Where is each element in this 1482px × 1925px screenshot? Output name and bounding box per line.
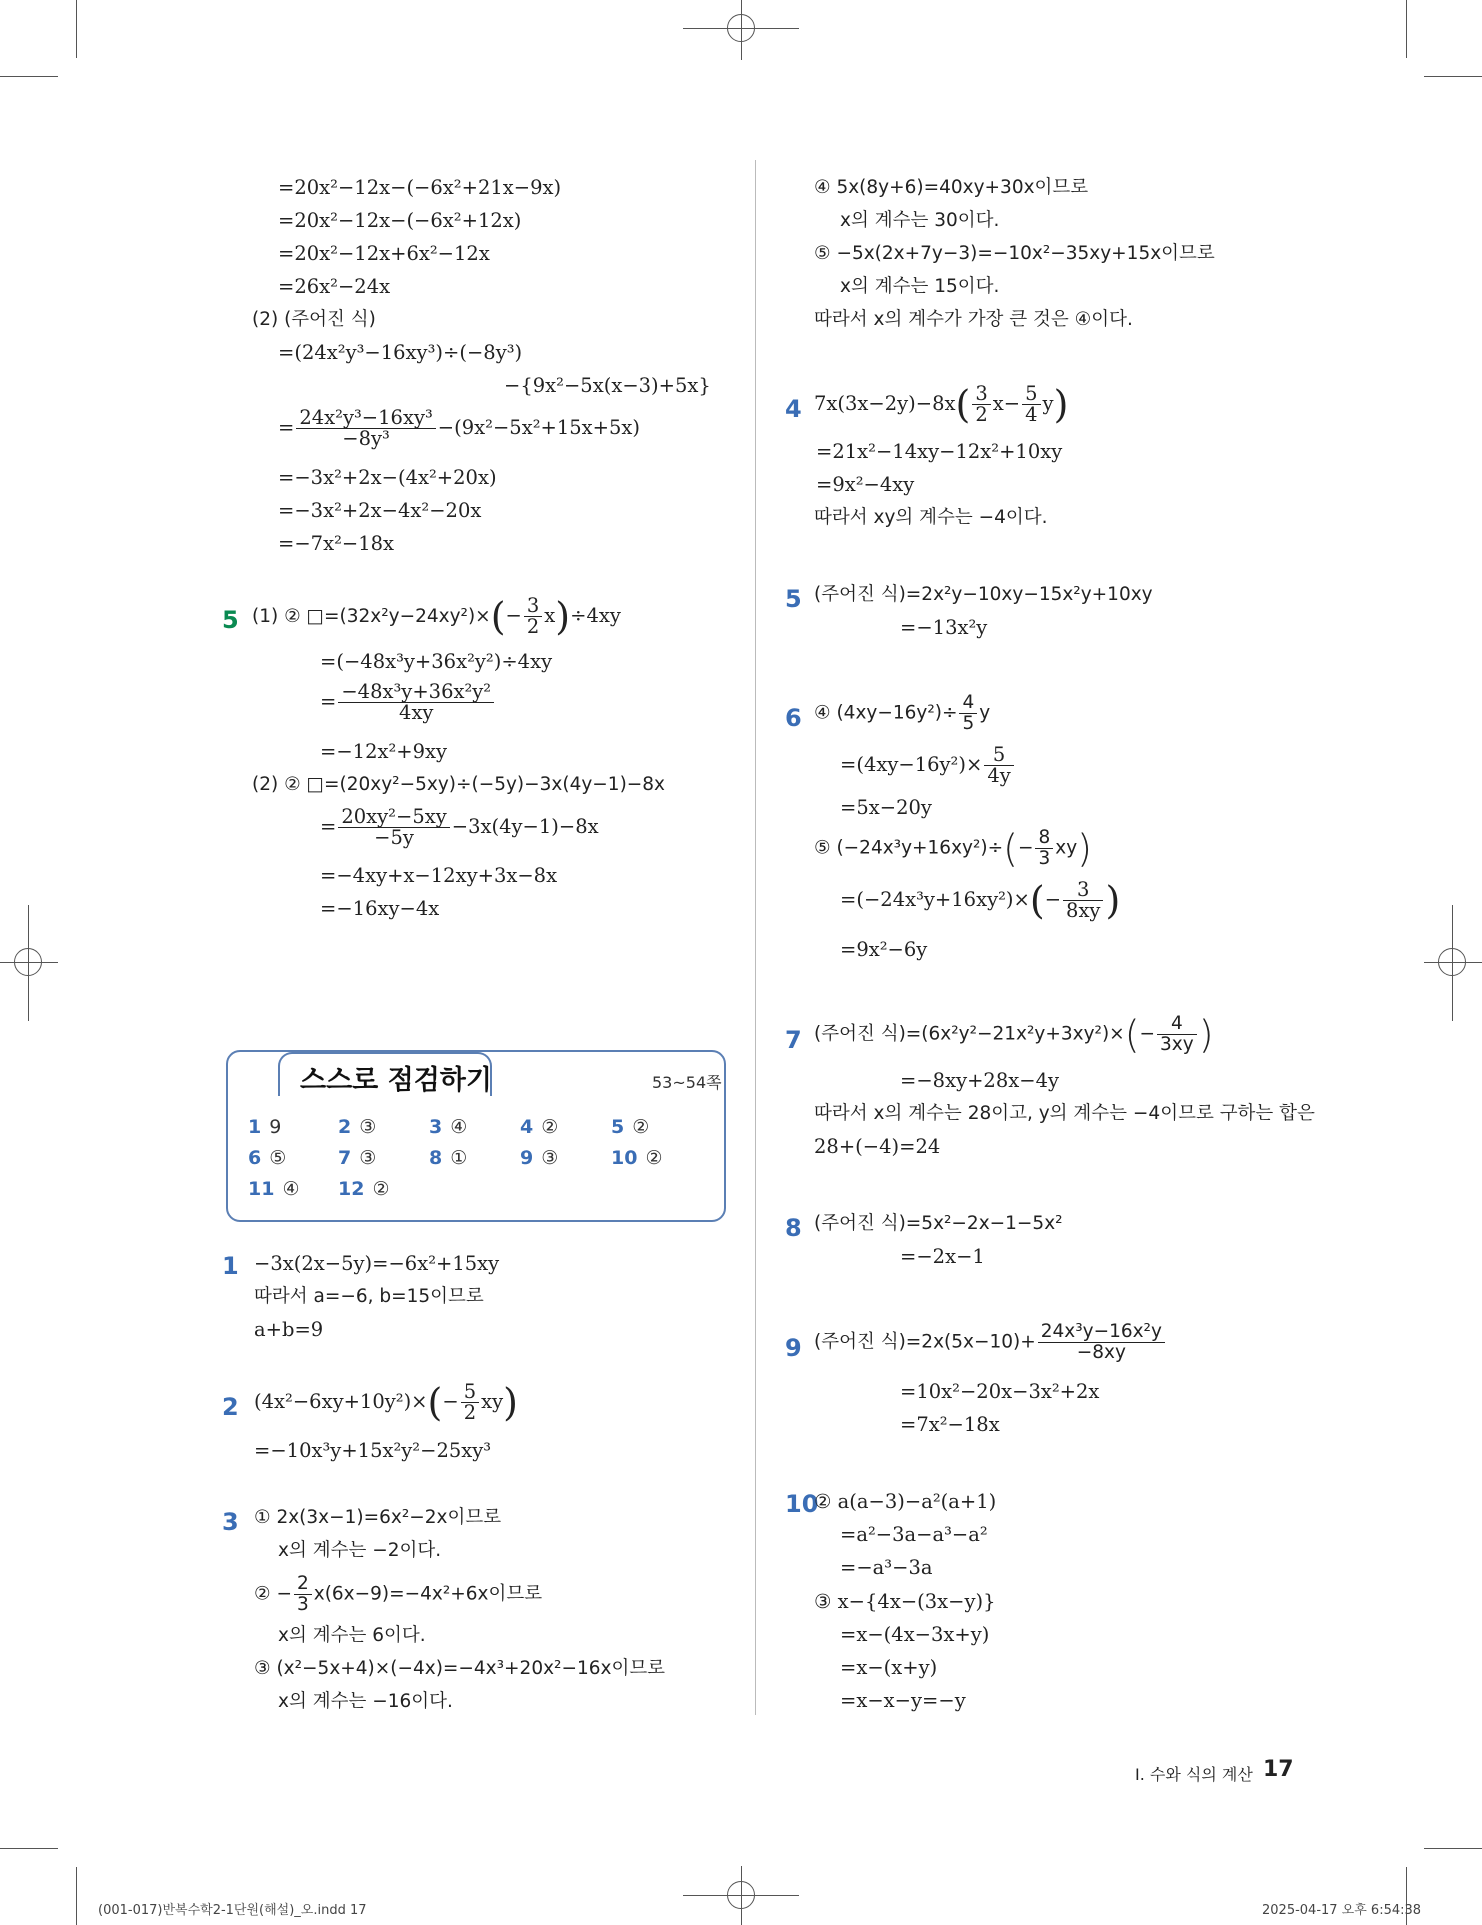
crop-mark xyxy=(0,1848,58,1849)
math-line: =−a³−3a xyxy=(840,1556,933,1579)
math-line: =7x²−18x xyxy=(900,1413,1000,1436)
math-line: x의 계수는 6이다. xyxy=(278,1625,426,1646)
answer-item: 3 ④ xyxy=(429,1116,468,1138)
math-line: =−16xy−4x xyxy=(320,897,440,920)
fraction: $\frac{3}{2}$ xyxy=(972,384,990,425)
crop-mark xyxy=(76,0,77,58)
math-line: (1) ② □=(32x²y−24xy²)×(− $\frac{3}{2}$ x)÷4xy xyxy=(252,594,621,639)
math-line: =(24x²y³−16xy³)÷(−8y³) xyxy=(278,341,523,364)
part-label: (2) (주어진 식) xyxy=(252,309,376,330)
math-line: x의 계수는 30이다. xyxy=(840,210,1000,231)
math-line: = $\frac{\text{20xy²−5xy}}{-5y}$ −3x(4y−1)−8x xyxy=(320,805,599,849)
answer-item: 11 ④ xyxy=(248,1178,300,1200)
math-line: 따라서 x의 계수는 28이고, y의 계수는 −4이므로 구하는 합은 xyxy=(814,1103,1315,1124)
math-line: =x−(4x−3x+y) xyxy=(840,1623,990,1646)
math-line: a+b=9 xyxy=(254,1318,324,1341)
math-line: =5x−20y xyxy=(840,796,932,819)
math-line: ④ 5x(8y+6)=40xy+30x이므로 xyxy=(814,177,1089,198)
math-line: (4x²−6xy+10y²)×(− $\frac{5}{2}$ xy) xyxy=(254,1380,518,1425)
problem-number: 4 xyxy=(785,395,802,423)
section-label: I. 수와 식의 계산 xyxy=(1135,1765,1253,1784)
answer-item: 1 9 xyxy=(248,1116,282,1138)
math-line: (주어진 식)=2x²y−10xy−15x²y+10xy xyxy=(814,584,1153,605)
problem-number: 5 xyxy=(785,585,802,613)
fraction: $\frac{\text{24x³y−16x²y}}{-8xy}$ xyxy=(1038,1322,1165,1363)
print-date: 2025-04-17 오후 6:54:38 xyxy=(1262,1903,1422,1918)
math-line: =9x²−4xy xyxy=(816,473,915,496)
answer-item: 6 ⑤ xyxy=(248,1147,287,1169)
fraction: $\frac{4}{5}$ xyxy=(959,693,977,734)
fraction: $\frac{\text{24x²y³−16xy³}}{\text{−8y³}}$ xyxy=(296,408,435,449)
math-line: x의 계수는 −2이다. xyxy=(278,1540,442,1561)
math-line: =−13x²y xyxy=(900,616,988,639)
problem-number: 3 xyxy=(222,1508,239,1536)
math-line: =9x²−6y xyxy=(840,938,928,961)
math-line: (주어진 식)=(6x²y²−21x²y+3xy²)×(− $\frac{4}{3xy}$ ) xyxy=(814,1012,1214,1057)
fraction: $\frac{4}{3xy}$ xyxy=(1157,1014,1197,1055)
problem-number: 7 xyxy=(785,1026,802,1054)
math-line: =−10x³y+15x²y²−25xy³ xyxy=(254,1439,492,1462)
fraction: $\frac{5}{4y}$ xyxy=(984,745,1013,786)
math-line: 28+(−4)=24 xyxy=(814,1135,941,1158)
math-line: ⑤ −5x(2x+7y−3)=−10x²−35xy+15x이므로 xyxy=(814,243,1215,264)
fraction: $\frac{8}{3}$ xyxy=(1035,828,1053,869)
answer-item: 2 ③ xyxy=(338,1116,377,1138)
registration-mark xyxy=(1438,948,1466,976)
file-slug: (001-017)반복수학2-1단원(해설)_오.indd 17 xyxy=(98,1903,367,1918)
math-line: (주어진 식)=5x²−2x−1−5x² xyxy=(814,1213,1063,1234)
page-number: 17 xyxy=(1263,1757,1294,1782)
registration-mark xyxy=(727,1881,755,1909)
math-line: ① 2x(3x−1)=6x²−2x이므로 xyxy=(254,1507,502,1528)
math-line: =x−(x+y) xyxy=(840,1656,938,1679)
answer-item: 7 ③ xyxy=(338,1147,377,1169)
registration-mark xyxy=(727,14,755,42)
math-line: ⑤ (−24x³y+16xy²)÷(− $\frac{8}{3}$ xy) xyxy=(814,826,1092,871)
crop-mark xyxy=(0,76,58,77)
self-check-title: 스스로 점검하기 xyxy=(300,1065,492,1096)
math-line: =26x²−24x xyxy=(278,275,391,298)
math-line: =−3x²+2x−4x²−20x xyxy=(278,499,482,522)
math-line: ③ x−{4x−(3x−y)} xyxy=(814,1590,996,1613)
math-line: =21x²−14xy−12x²+10xy xyxy=(816,440,1063,463)
math-line: =20x²−12x−(−6x²+12x) xyxy=(278,209,522,232)
math-line: 따라서 xy의 계수는 −4이다. xyxy=(814,507,1048,528)
math-line: (2) ② □=(20xy²−5xy)÷(−5y)−3x(4y−1)−8x xyxy=(252,774,666,795)
problem-number: 6 xyxy=(785,704,802,732)
problem-number: 8 xyxy=(785,1214,802,1242)
math-line: =x−x−y=−y xyxy=(840,1689,966,1712)
math-line: =(−24x³y+16xy²)×(− $\frac{3}{8xy}$ ) xyxy=(840,878,1121,923)
math-line: =−12x²+9xy xyxy=(320,740,448,763)
answer-item: 12 ② xyxy=(338,1178,390,1200)
math-line: =−8xy+28x−4y xyxy=(900,1069,1060,1092)
math-line: =−2x−1 xyxy=(900,1245,985,1268)
math-line: −3x(2x−5y)=−6x²+15xy xyxy=(254,1252,500,1275)
math-line: ④ (4xy−16y²)÷ $\frac{4}{5}$ y xyxy=(814,692,991,734)
fraction: $\frac{3}{8xy}$ xyxy=(1063,880,1103,921)
answer-item: 4 ② xyxy=(520,1116,559,1138)
math-line: ③ (x²−5x+4)×(−4x)=−4x³+20x²−16x이므로 xyxy=(254,1658,666,1679)
problem-number: 2 xyxy=(222,1393,239,1421)
math-line: = $\frac{\text{24x²y³−16xy³}}{\text{−8y³}}$ −(9x²−5x²+15x+5x) xyxy=(278,406,641,450)
answer-item: 5 ② xyxy=(611,1116,650,1138)
math-line: =20x²−12x+6x²−12x xyxy=(278,242,490,265)
math-line: 따라서 a=−6, b=15이므로 xyxy=(254,1286,484,1307)
fraction: $\frac{\text{−48x³y+36x²y²}}{4xy}$ xyxy=(338,682,494,723)
problem-number: 1 xyxy=(222,1252,239,1280)
math-line: =(−48x³y+36x²y²)÷4xy xyxy=(320,650,553,673)
math-line: x의 계수는 −16이다. xyxy=(278,1691,453,1712)
crop-mark xyxy=(1424,76,1482,77)
crop-mark xyxy=(76,1867,77,1925)
math-line: ② − $\frac{2}{3}$ x(6x−9)=−4x²+6x이므로 xyxy=(254,1573,543,1615)
problem-number: 9 xyxy=(785,1334,802,1362)
math-line: 따라서 x의 계수가 가장 큰 것은 ④이다. xyxy=(814,309,1133,330)
column-divider xyxy=(755,160,756,1715)
crop-mark xyxy=(1406,0,1407,58)
math-line: =(4xy−16y²)× $\frac{5}{4y}$ xyxy=(840,745,1016,786)
math-line: x의 계수는 15이다. xyxy=(840,276,1000,297)
crop-mark xyxy=(1424,1848,1482,1849)
math-line: =20x²−12x−(−6x²+21x−9x) xyxy=(278,176,562,199)
equals: = xyxy=(278,416,295,439)
math-line: (주어진 식)=2x(5x−10)+ $\frac{\text{24x³y−16x²y}}{-8xy}$ xyxy=(814,1322,1167,1363)
math-line: =a²−3a−a³−a² xyxy=(840,1523,988,1546)
math-line: 7x(3x−2y)−8x( $\frac{3}{2}$ x− $\frac{5}{4}$ y) xyxy=(814,382,1069,427)
math-line: = $\frac{\text{−48x³y+36x²y²}}{4xy}$ xyxy=(320,682,496,723)
math-line: =−7x²−18x xyxy=(278,532,395,555)
fraction: $\frac{2}{3}$ xyxy=(294,1574,312,1615)
self-check-pages: 53~54쪽 xyxy=(652,1073,722,1092)
problem-number: 10 xyxy=(785,1490,819,1518)
answer-item: 8 ① xyxy=(429,1147,468,1169)
fraction: $\frac{5}{4}$ xyxy=(1022,384,1040,425)
answer-item: 10 ② xyxy=(611,1147,663,1169)
registration-mark xyxy=(14,948,42,976)
fraction: $\frac{5}{2}$ xyxy=(461,1382,479,1423)
fraction: $\frac{\text{20xy²−5xy}}{-5y}$ xyxy=(338,807,449,848)
math-line: =10x²−20x−3x²+2x xyxy=(900,1380,1100,1403)
answer-item: 9 ③ xyxy=(520,1147,559,1169)
fraction: $\frac{3}{2}$ xyxy=(524,596,542,637)
math-line: ② a(a−3)−a²(a+1) xyxy=(814,1490,997,1513)
math-line: −{9x²−5x(x−3)+5x} xyxy=(504,374,711,397)
math-line: =−4xy+x−12xy+3x−8x xyxy=(320,864,558,887)
math-line: =−3x²+2x−(4x²+20x) xyxy=(278,466,497,489)
problem-number: 5 xyxy=(222,606,239,634)
